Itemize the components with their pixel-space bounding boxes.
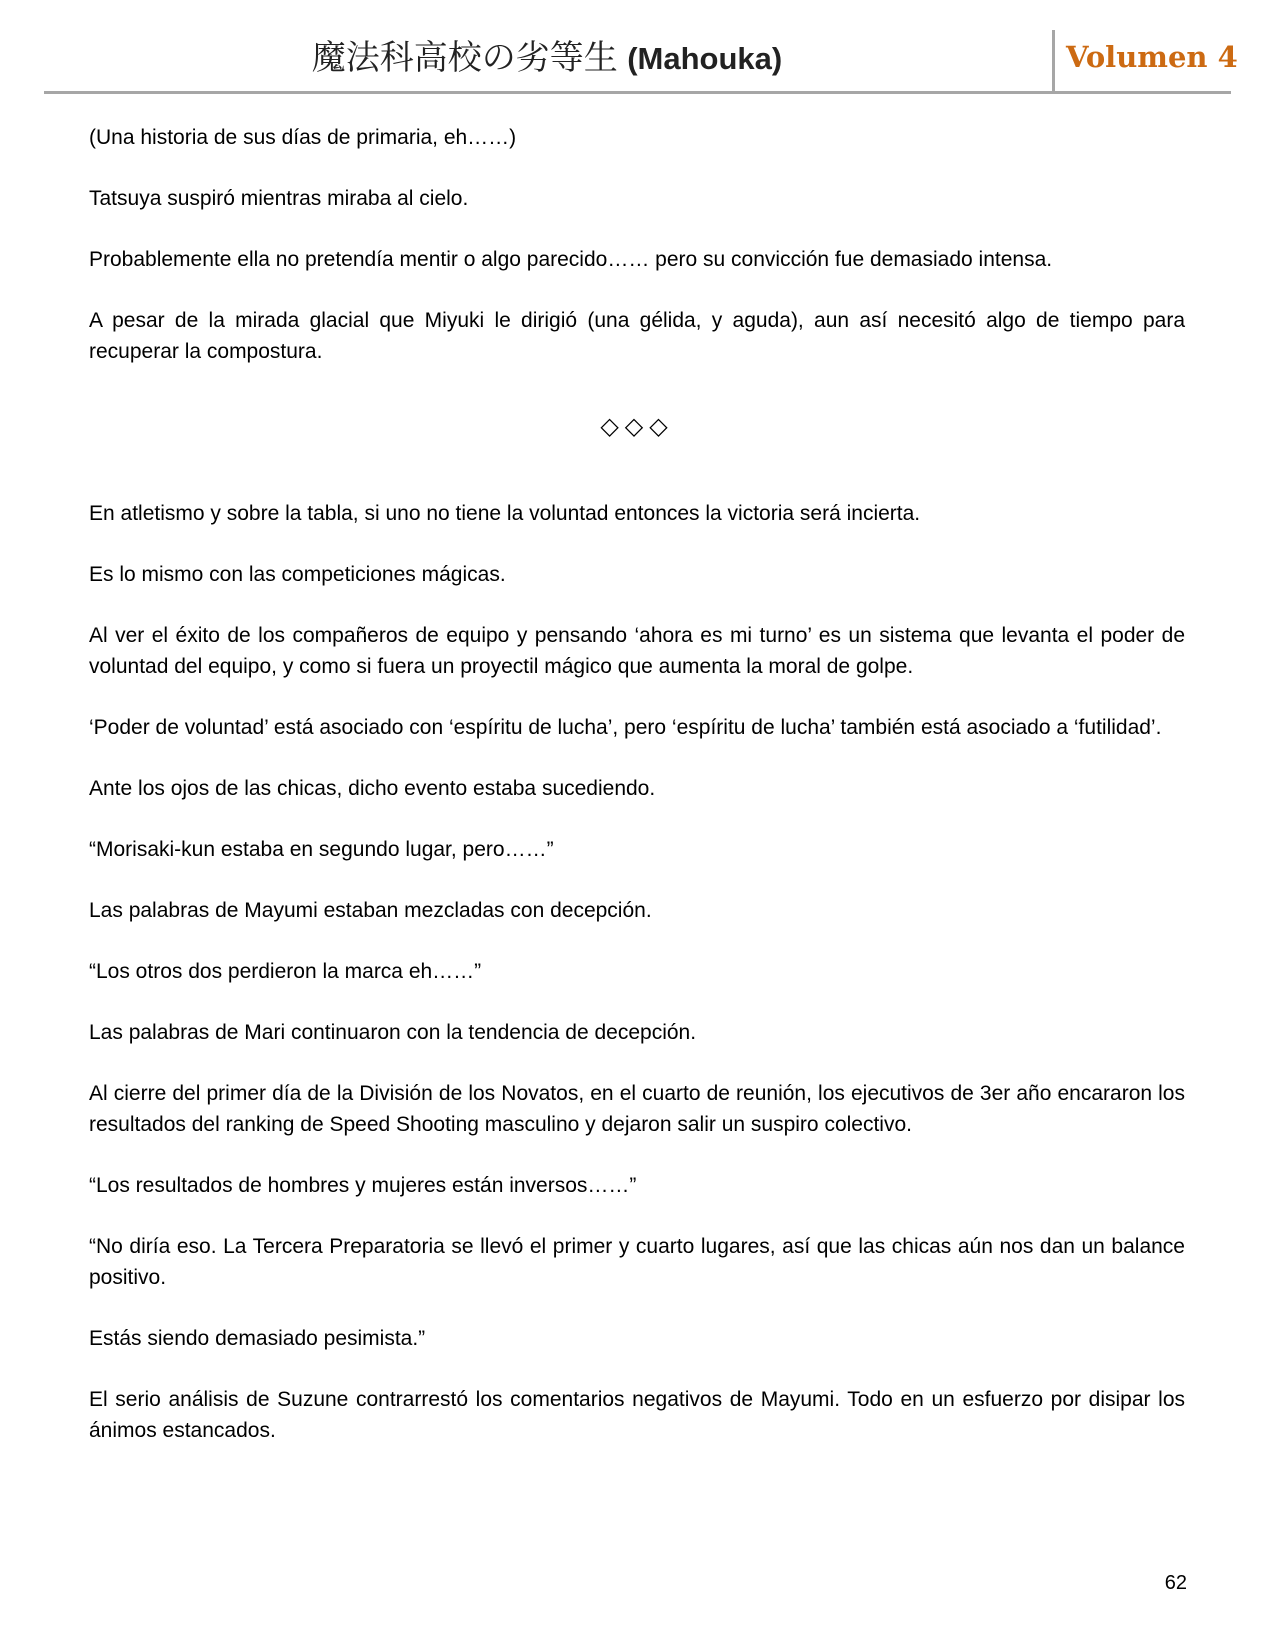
paragraph: “Morisaki-kun estaba en segundo lugar, pero……”: [89, 838, 554, 861]
paragraph: Las palabras de Mari continuaron con la tendencia de decepción.: [89, 1021, 697, 1044]
paragraph: Al cierre del primer día de la División de los Novatos, en el cuarto de reunión, los ejecutivos de 3er año encararon los resultados del ranking de Speed Shooting masculino y dejaron salir un suspiro colectivo.: [89, 1082, 1185, 1136]
paragraph: Es lo mismo con las competiciones mágicas.: [89, 563, 506, 586]
page-header: [44, 28, 1238, 94]
paragraph: En atletismo y sobre la tabla, si uno no tiene la voluntad entonces la victoria será incierta.: [89, 502, 921, 525]
paragraph: Tatsuya suspiró mientras miraba al cielo.: [89, 187, 469, 210]
paragraph: Estás siendo demasiado pesimista.”: [89, 1327, 426, 1350]
page-body: [89, 122, 1185, 1446]
paragraph: Las palabras de Mayumi estaban mezcladas con decepción.: [89, 899, 652, 922]
paragraph: A pesar de la mirada glacial que Miyuki le dirigió (una gélida, y aguda), aun así necesitó algo de tiempo para recuperar la compostura.: [89, 309, 1185, 363]
paragraph: ‘Poder de voluntad’ está asociado con ‘espíritu de lucha’, pero ‘espíritu de lucha’ también está asociado a ‘futilidad’.: [89, 716, 1162, 739]
scene-break-diamonds: ◇◇◇: [600, 412, 674, 440]
header-rule: [44, 91, 1231, 94]
page-number: 62: [1164, 1572, 1187, 1594]
paragraph: (Una historia de sus días de primaria, eh……): [89, 126, 517, 149]
paragraph: Ante los ojos de las chicas, dicho evento estaba sucediendo.: [89, 777, 656, 800]
paragraph: El serio análisis de Suzune contrarrestó los comentarios negativos de Mayumi. Todo en un esfuerzo por disipar los ánimos estancados.: [89, 1388, 1185, 1442]
paragraph: “No diría eso. La Tercera Preparatoria se llevó el primer y cuarto lugares, así que las chicas aún nos dan un balance positivo.: [89, 1235, 1185, 1289]
book-title-romaji: (Mahouka): [627, 41, 783, 76]
volume-label: Volumen 4: [1066, 40, 1238, 74]
paragraph: Probablemente ella no pretendía mentir o algo parecido…… pero su convicción fue demasiado intensa.: [89, 248, 1053, 271]
paragraph: Al ver el éxito de los compañeros de equipo y pensando ‘ahora es mi turno’ es un sistema que levanta el poder de voluntad del equipo, y como si fuera un proyectil mágico que aumenta la moral de golpe.: [89, 624, 1185, 678]
book-title-japanese: 魔法科高校の劣等生: [311, 39, 618, 77]
book-title: [44, 36, 1050, 81]
paragraph: “Los resultados de hombres y mujeres están inversos……”: [89, 1174, 637, 1197]
header-divider: [1052, 30, 1055, 94]
paragraph: “Los otros dos perdieron la marca eh……”: [89, 960, 482, 983]
